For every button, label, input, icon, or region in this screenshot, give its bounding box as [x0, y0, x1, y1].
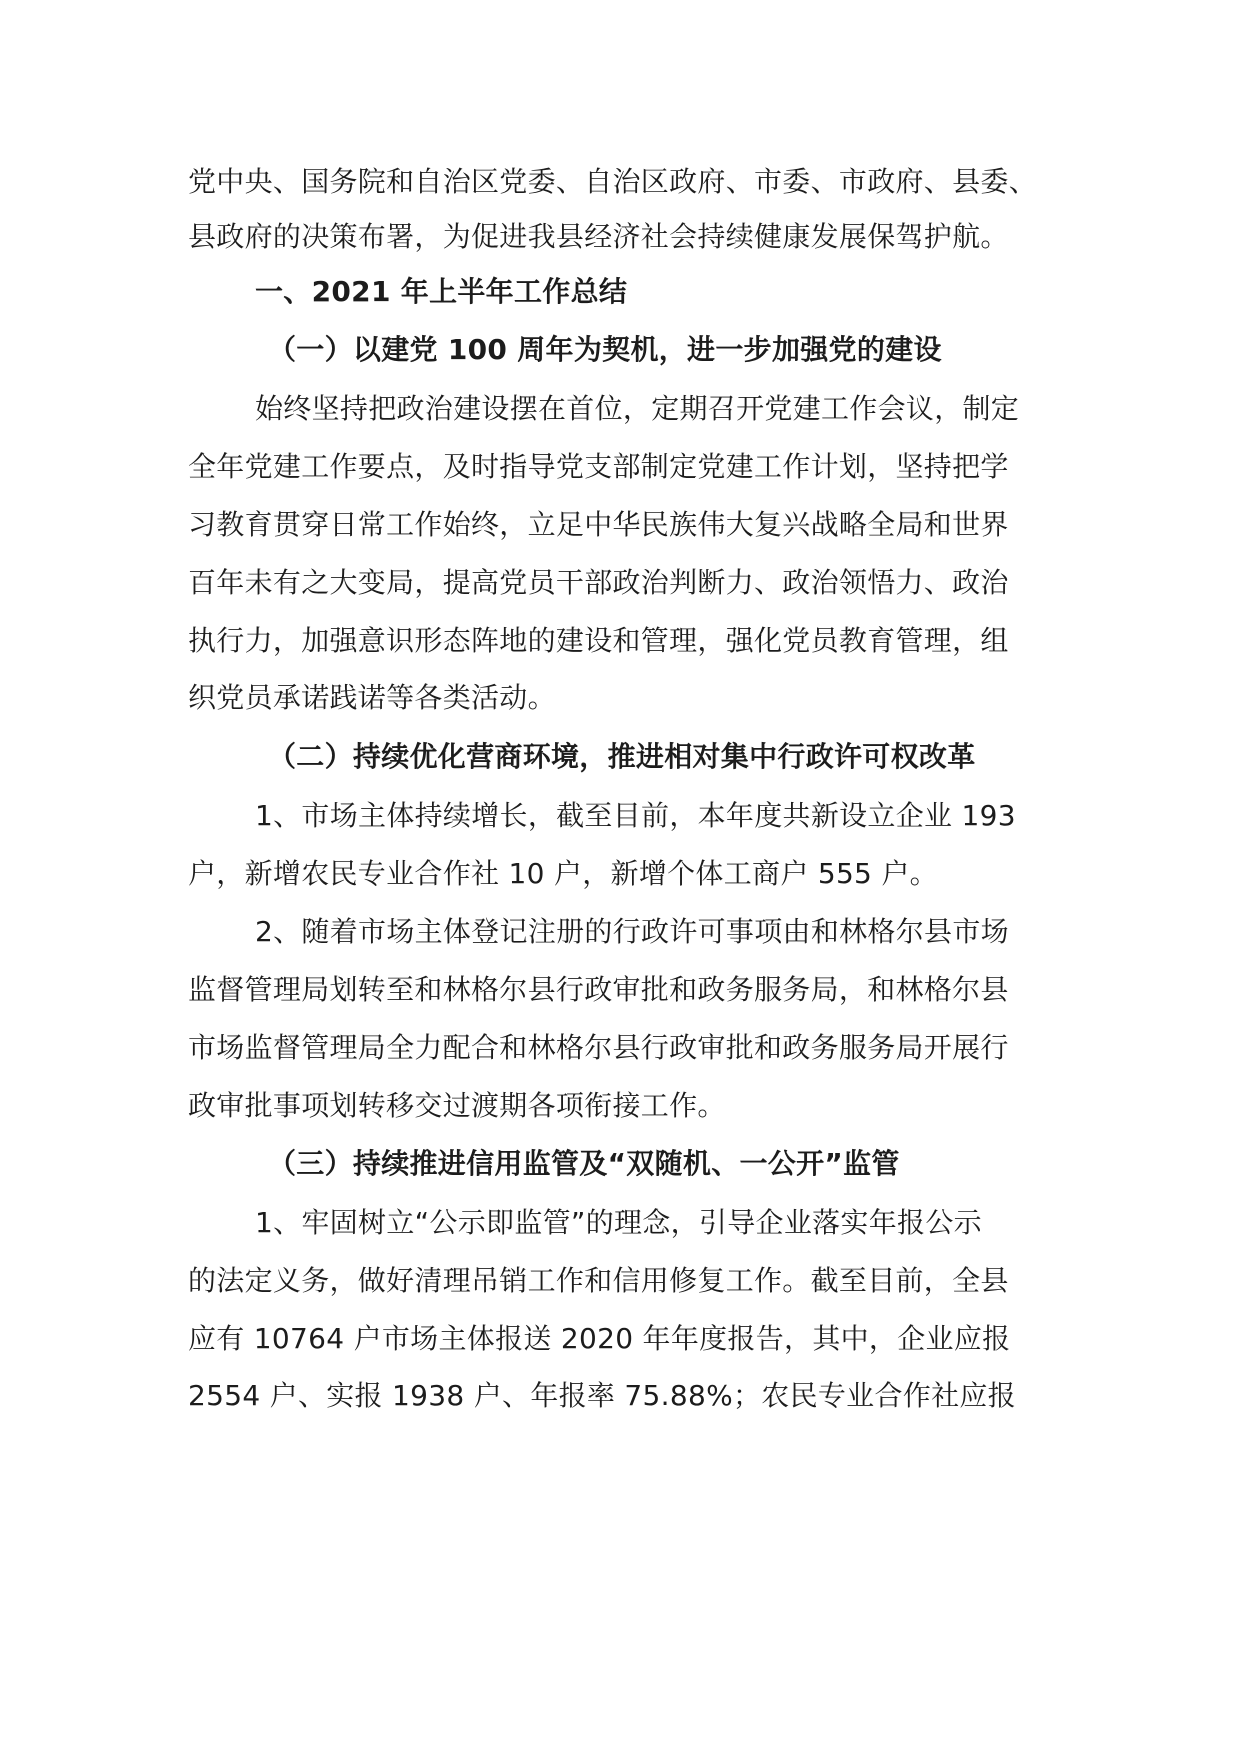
body-text-line: 1、牢固树立“公示即监管”的理念，引导企业落实年报公示: [255, 1206, 982, 1239]
body-text-line: 习教育贯穿日常工作始终，立足中华民族伟大复兴战略全局和世界: [188, 508, 1009, 541]
body-text-line: 始终坚持把政治建设摆在首位，定期召开党建工作会议，制定: [255, 392, 1020, 425]
section-heading: 一、2021 年上半年工作总结: [255, 275, 628, 308]
body-text-line: 2554 户、实报 1938 户、年报率 75.88%；农民专业合作社应报: [188, 1379, 1016, 1412]
body-text-line: 执行力，加强意识形态阵地的建设和管理，强化党员教育管理，组: [188, 624, 1009, 657]
body-text-line: 县政府的决策布署，为促进我县经济社会持续健康发展保驾护航。: [188, 220, 1009, 253]
subsection-heading: （二）持续优化营商环境，推进相对集中行政许可权改革: [268, 740, 976, 773]
body-text-line: 1、市场主体持续增长，截至目前，本年度共新设立企业 193: [255, 799, 1016, 832]
body-text-line: 织党员承诺践诺等各类活动。: [188, 681, 556, 714]
body-text-line: 政审批事项划转移交过渡期各项衔接工作。: [188, 1089, 726, 1122]
body-text-line: 的法定义务，做好清理吊销工作和信用修复工作。截至目前，全县: [188, 1264, 1009, 1297]
body-text-line: 监督管理局划转至和林格尔县行政审批和政务服务局，和林格尔县: [188, 973, 1009, 1006]
body-text-line: 党中央、国务院和自治区党委、自治区政府、市委、市政府、县委、: [188, 165, 1038, 198]
body-text-line: 应有 10764 户市场主体报送 2020 年年度报告，其中，企业应报: [188, 1322, 1011, 1355]
body-text-line: 百年未有之大变局，提高党员干部政治判断力、政治领悟力、政治: [188, 566, 1009, 599]
body-text-line: 全年党建工作要点，及时指导党支部制定党建工作计划，坚持把学: [188, 450, 1009, 483]
body-text-line: 市场监督管理局全力配合和林格尔县行政审批和政务服务局开展行: [188, 1031, 1009, 1064]
body-text-line: 户，新增农民专业合作社 10 户，新增个体工商户 555 户。: [188, 857, 938, 890]
subsection-heading: （三）持续推进信用监管及“双随机、一公开”监管: [268, 1147, 900, 1180]
body-text-line: 2、随着市场主体登记注册的行政许可事项由和林格尔县市场: [255, 915, 1009, 948]
subsection-heading: （一）以建党 100 周年为契机，进一步加强党的建设: [268, 333, 942, 366]
